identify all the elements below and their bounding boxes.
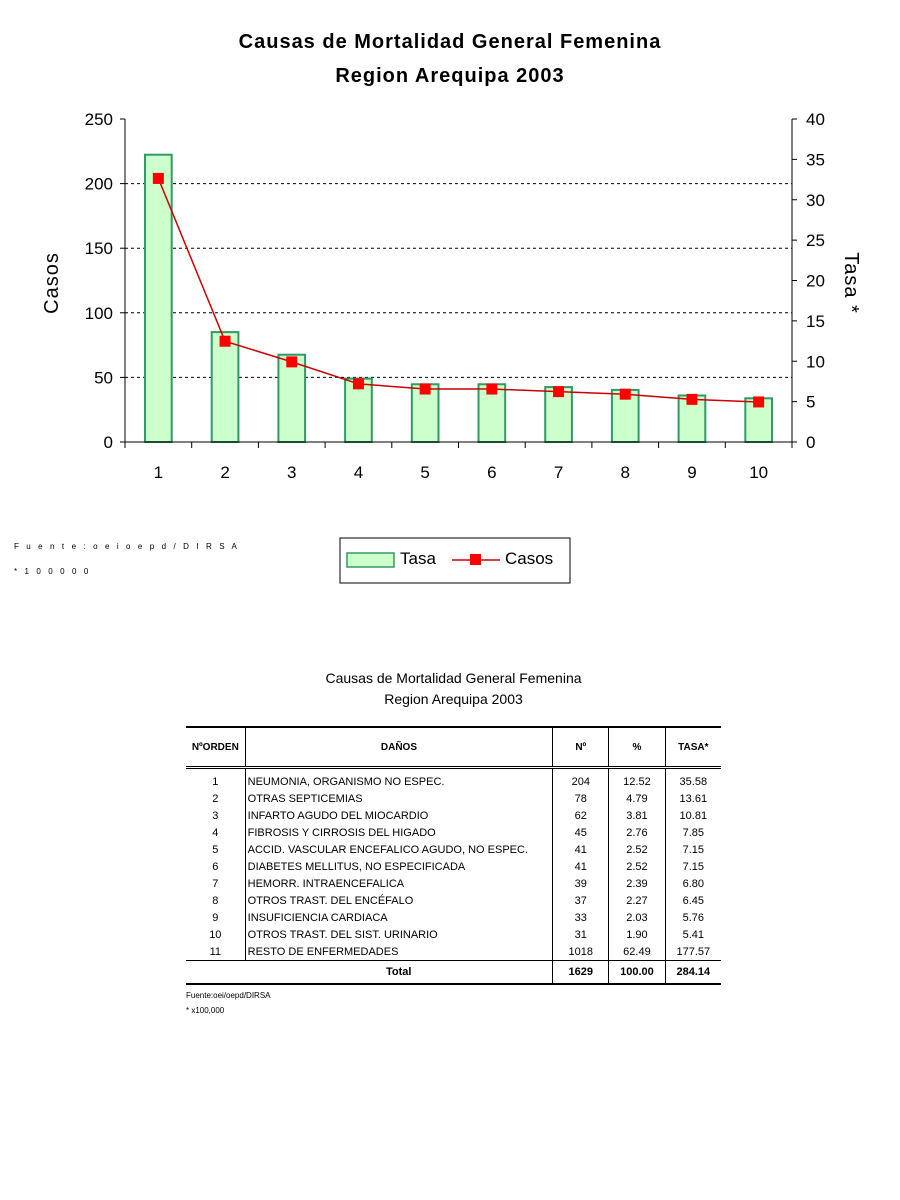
bar-tasa-2 [212,332,239,442]
row-n: 39 [553,875,609,892]
mortality-table [186,726,721,985]
axes [85,110,825,482]
table-rate-note: * x100,000 [186,1006,225,1015]
row-n: 62 [553,807,609,824]
row-orden: 2 [212,792,219,805]
legend-bar-swatch [347,553,394,567]
y-tick-label: 150 [84,239,113,259]
row-dano: NEUMONIA, ORGANISMO NO ESPEC. [245,768,553,791]
table-row [186,943,721,961]
point-casos-4 [353,378,364,389]
y2-tick-label: 35 [806,150,825,170]
row-orden: 5 [212,843,219,856]
row-n: 1018 [553,943,609,961]
x-tick-label: 9 [687,463,697,482]
row-n: 31 [553,926,609,943]
row-n: 37 [553,892,609,909]
y-tick-label: 100 [84,303,113,323]
row-pct: 2.27 [609,892,665,909]
row-dano: OTROS TRAST. DEL ENCÉFALO [245,892,553,909]
total-empty-cell [186,961,245,985]
table-subtitle: Region Arequipa 2003 [384,691,523,707]
table-source-note: Fuente:oei/oepd/DIRSA [186,991,271,1000]
row-orden: 11 [209,945,222,958]
point-casos-8 [620,389,631,400]
row-dano: HEMORR. INTRAENCEFALICA [245,875,553,892]
y2-tick-label: 30 [806,190,825,210]
row-n: 78 [553,790,609,807]
table-row [186,858,721,875]
x-tick-label: 4 [353,463,364,482]
y2-tick-label: 0 [806,433,816,452]
row-tasa: 10.81 [665,807,721,824]
total-n: 1629 [553,961,609,985]
row-pct: 12.52 [609,768,665,791]
row-dano: RESTO DE ENFERMEDADES [245,943,553,961]
table-row [186,926,721,943]
x-tick-label: 5 [420,463,430,482]
row-tasa: 7.15 [665,841,721,858]
y2-tick-label: 5 [806,392,816,412]
row-n: 41 [553,858,609,875]
table-row [186,841,721,858]
row-pct: 2.76 [609,824,665,841]
legend-bar-label: Tasa [400,549,436,568]
table-row [186,790,721,807]
header-n: Nº [553,727,609,768]
casos-line [153,173,764,408]
row-orden: 8 [212,894,219,907]
x-tick-label: 1 [153,463,164,482]
row-orden: 7 [212,877,219,890]
data-table-section [186,668,721,1015]
y2-tick-label: 20 [806,271,825,291]
chart-rate-note: * 1 0 0 0 0 0 [14,567,91,576]
x-tick-label: 6 [487,463,497,482]
total-tasa: 284.14 [665,961,721,985]
y2-tick-label: 15 [806,311,825,331]
x-tick-label: 8 [620,463,630,482]
x-tick-label: 10 [749,463,769,482]
table-row [186,892,721,909]
row-dano: OTROS TRAST. DEL SIST. URINARIO [245,926,553,943]
bar-tasa-3 [278,355,305,442]
row-tasa: 6.45 [665,892,721,909]
row-orden: 10 [209,928,222,941]
y-tick-label: 250 [84,110,113,129]
row-tasa: 7.15 [665,858,721,875]
row-tasa: 177.57 [665,943,721,961]
row-pct: 62.49 [609,943,665,961]
row-tasa: 5.76 [665,909,721,926]
row-dano: INFARTO AGUDO DEL MIOCARDIO [245,807,553,824]
row-n: 41 [553,841,609,858]
point-casos-1 [153,173,164,184]
row-tasa: 13.61 [665,790,721,807]
x-tick-label: 3 [287,463,297,482]
row-orden: 6 [212,860,219,873]
row-dano: OTRAS SEPTICEMIAS [245,790,553,807]
legend-line-label: Casos [505,549,554,568]
row-dano: DIABETES MELLITUS, NO ESPECIFICADA [245,858,553,875]
row-pct: 4.79 [609,790,665,807]
x-tick-label: 2 [220,463,230,482]
table-row [186,768,721,791]
row-pct: 2.39 [609,875,665,892]
point-casos-5 [420,384,431,395]
table-row [186,909,721,926]
row-n: 33 [553,909,609,926]
casos-series-line [158,178,758,402]
legend-line-marker [470,554,481,565]
row-orden: 9 [212,911,219,924]
row-dano: ACCID. VASCULAR ENCEFALICO AGUDO, NO ESPEC. [245,841,553,858]
x-tick-label: 7 [553,463,564,482]
header-pct: % [609,727,665,768]
point-casos-6 [486,384,497,395]
point-casos-3 [286,356,297,367]
row-tasa: 6.80 [665,875,721,892]
y-tick-label: 0 [103,433,113,452]
row-n: 204 [553,768,609,791]
header-tasa: TASA* [665,727,721,768]
total-label: Total [245,961,553,985]
total-pct: 100.00 [609,961,665,985]
y2-tick-label: 10 [806,352,825,372]
row-orden: 4 [212,826,219,839]
row-tasa: 35.58 [665,768,721,791]
table-title: Causas de Mortalidad General Femenina [325,670,582,686]
y2-axis-label: Tasa * [840,252,862,314]
table-total-row [186,961,721,985]
row-pct: 2.52 [609,858,665,875]
row-tasa: 5.41 [665,926,721,943]
y2-tick-label: 40 [806,110,825,129]
y2-tick-label: 25 [806,231,825,251]
row-tasa: 7.85 [665,824,721,841]
point-casos-2 [220,336,231,347]
y-tick-label: 200 [84,174,113,194]
row-pct: 1.90 [609,926,665,943]
header-orden: NºORDEN [186,727,245,768]
chart-title: Causas de Mortalidad General Femenina [238,31,662,53]
chart-source-note: F u e n t e : o e i o e p d / D I R S A [14,542,240,551]
row-orden: 1 [212,775,219,788]
table-row [186,807,721,824]
row-n: 45 [553,824,609,841]
table-row [186,875,721,892]
row-pct: 3.81 [609,807,665,824]
chart-subtitle: Region Arequipa 2003 [335,65,565,87]
table-row [186,824,721,841]
y-tick-label: 50 [94,368,113,388]
row-pct: 2.03 [609,909,665,926]
y-axis-label: Casos [41,252,63,314]
legend [340,538,570,583]
bar-tasa-1 [145,155,172,442]
point-casos-7 [553,386,564,397]
table-header-row [186,727,721,768]
row-pct: 2.52 [609,841,665,858]
row-orden: 3 [212,809,219,822]
header-danos: DAÑOS [245,727,553,768]
row-dano: INSUFICIENCIA CARDIACA [245,909,553,926]
point-casos-10 [753,396,764,407]
point-casos-9 [686,394,697,405]
row-dano: FIBROSIS Y CIRROSIS DEL HIGADO [245,824,553,841]
table-body [186,768,721,961]
